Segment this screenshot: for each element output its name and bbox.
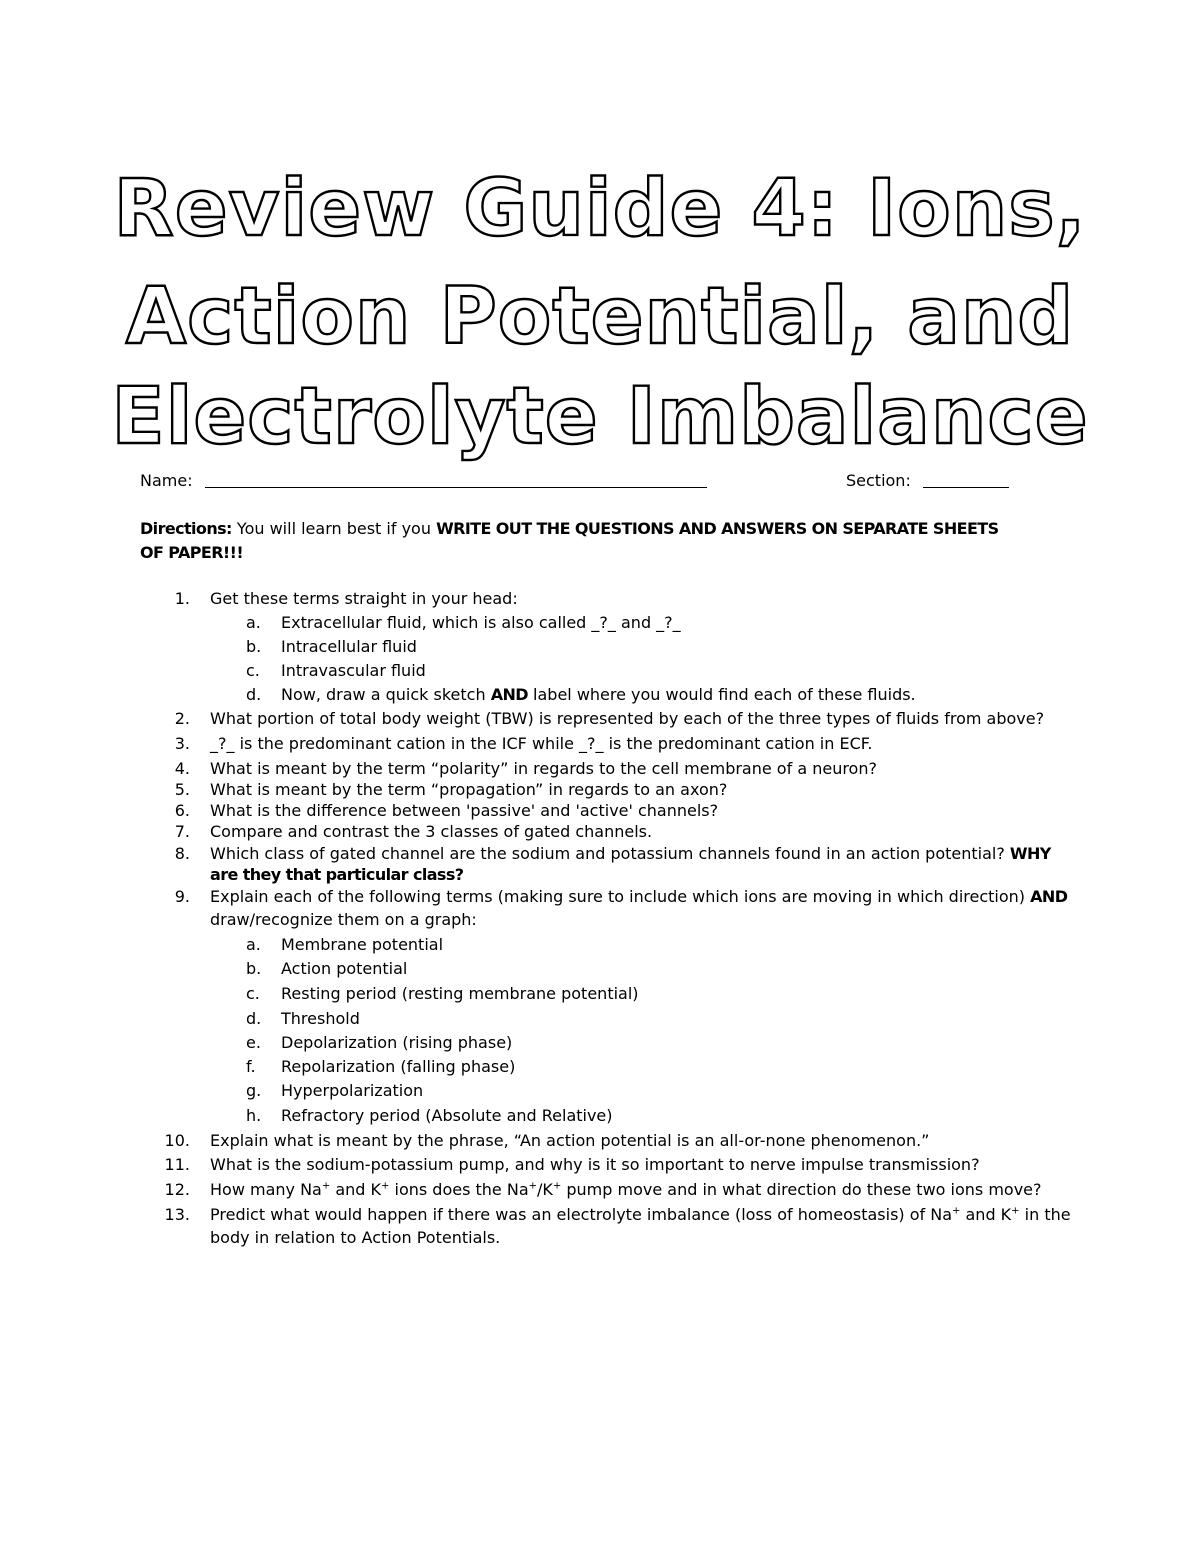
q13-text-line-2: body in relation to Action Potentials.: [210, 1228, 501, 1247]
section-label: Section:: [846, 471, 911, 490]
q1c-letter: c.: [246, 661, 260, 680]
q12-number: 12.: [164, 1180, 190, 1199]
directions-line-2: [140, 543, 243, 563]
q9-text-line-2: draw/recognize them on a graph:: [210, 910, 477, 929]
q12-text: How many Na+ and K+ ions does the Na+/K+ pump move and in what direction do these two ions move?: [210, 1180, 1042, 1199]
q10-text: Explain what is meant by the phrase, “An action potential is an all-or-none phenomenon.”: [210, 1131, 930, 1150]
title-line-1: Review Guide 4: Ions,: [113, 164, 1087, 254]
q2-text: What portion of total body weight (TBW) is represented by each of the three types of fluids from above?: [210, 709, 1045, 728]
q1-text: Get these terms straight in your head:: [210, 589, 518, 608]
title-line-2: Action Potential, and: [125, 272, 1075, 362]
section-field-line[interactable]: [923, 487, 1009, 488]
q8-number: 8.: [174, 844, 190, 863]
directions-label: Directions:: [140, 519, 232, 538]
q10-number: 10.: [164, 1131, 190, 1150]
q9-item-text: Depolarization (rising phase): [281, 1033, 513, 1052]
q8-text-line-2: are they that particular class?: [210, 865, 464, 884]
q1d-letter: d.: [246, 685, 262, 704]
q9-item-letter: a.: [246, 935, 261, 954]
q3-number: 3.: [174, 734, 190, 753]
q9-item-letter: h.: [246, 1106, 262, 1125]
q11-number: 11.: [164, 1155, 190, 1174]
q5-number: 5.: [174, 780, 190, 799]
directions-line-1: [140, 519, 999, 539]
title-line-3: Electrolyte Imbalance: [111, 372, 1089, 462]
q3-text: _?_ is the predominant cation in the ICF while _?_ is the predominant cation in ECF.: [210, 734, 873, 753]
q9-item-text: Repolarization (falling phase): [281, 1057, 516, 1076]
q4-number: 4.: [174, 759, 190, 778]
q9-number: 9.: [174, 887, 190, 906]
q7-text: Compare and contrast the 3 classes of gated channels.: [210, 822, 653, 841]
q6-number: 6.: [174, 801, 190, 820]
q2-number: 2.: [174, 709, 190, 728]
q1-number: 1.: [174, 589, 190, 608]
q6-text: What is the difference between 'passive' and 'active' channels?: [210, 801, 719, 820]
q9-item-letter: g.: [246, 1081, 262, 1100]
q7-number: 7.: [174, 822, 190, 841]
q9-item-text: Refractory period (Absolute and Relative): [281, 1106, 613, 1125]
q9-item-text: Hyperpolarization: [281, 1081, 424, 1100]
directions-emphasis-2: OF PAPER!!!: [140, 543, 244, 562]
q9-item-letter: d.: [246, 1009, 262, 1028]
q9-item-letter: e.: [246, 1033, 261, 1052]
q4-text: What is meant by the term “polarity” in regards to the cell membrane of a neuron?: [210, 759, 877, 778]
q1a-text: Extracellular fluid, which is also called _?_ and _?_: [281, 613, 681, 632]
name-label: Name:: [140, 471, 193, 490]
q1d-text: Now, draw a quick sketch AND label where you would find each of these fluids.: [281, 685, 916, 704]
q8-text: Which class of gated channel are the sodium and potassium channels found in an action potential? WHY: [210, 844, 1051, 863]
q5-text: What is meant by the term “propagation” in regards to an axon?: [210, 780, 728, 799]
q9-item-text: Resting period (resting membrane potential): [281, 984, 639, 1003]
directions-text: You will learn best if you: [231, 519, 437, 538]
q9-item-text: Membrane potential: [281, 935, 444, 954]
directions-emphasis-1: WRITE OUT THE QUESTIONS AND ANSWERS ON SEPARATE SHEETS: [436, 519, 999, 538]
q9-text: Explain each of the following terms (making sure to include which ions are moving in which direction) AND: [210, 887, 1068, 906]
q1c-text: Intravascular fluid: [281, 661, 426, 680]
q1b-text: Intracellular fluid: [281, 637, 417, 656]
q9-item-text: Action potential: [281, 959, 408, 978]
q13-text: Predict what would happen if there was an electrolyte imbalance (loss of homeostasis) of Na+ and K+ in the: [210, 1205, 1071, 1224]
q11-text: What is the sodium-potassium pump, and why is it so important to nerve impulse transmission?: [210, 1155, 980, 1174]
name-field-line[interactable]: [205, 487, 707, 488]
q9-item-letter: f.: [246, 1057, 256, 1076]
q9-item-text: Threshold: [281, 1009, 360, 1028]
q13-number: 13.: [164, 1205, 190, 1224]
q1b-letter: b.: [246, 637, 262, 656]
q1a-letter: a.: [246, 613, 261, 632]
q9-item-letter: c.: [246, 984, 260, 1003]
q9-item-letter: b.: [246, 959, 262, 978]
